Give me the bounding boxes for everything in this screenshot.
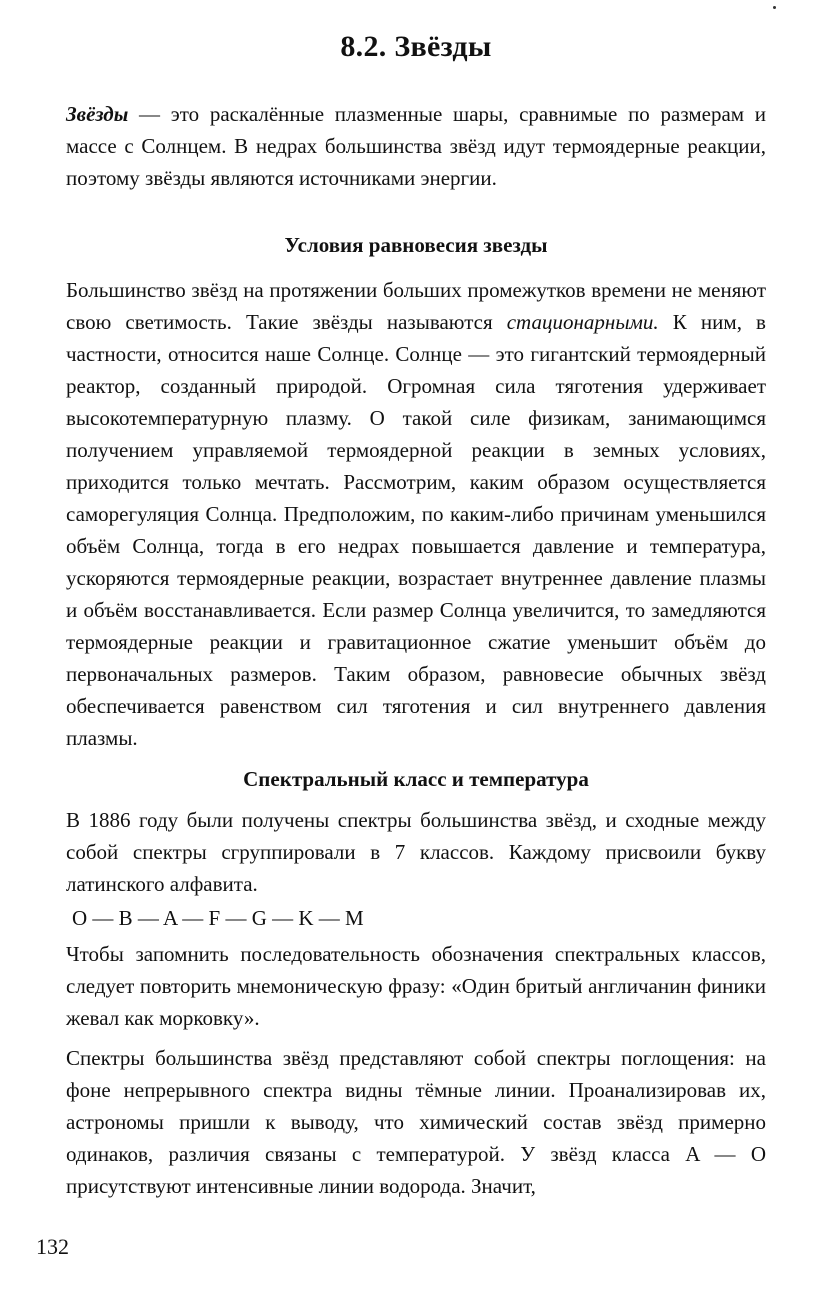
spectral-sequence: O — B — A — F — G — K — M (72, 906, 364, 930)
intro-text: — это раскалённые плазменные шары, сравнимые по размерам и массе с Солнцем. В недрах большинства звёзд идут термоядерные реакции, поэтому звёзды являются источниками энергии. (66, 102, 766, 190)
spectral-paragraph-1: В 1886 году были получены спектры большинства звёзд, и сходные между собой спектры сгруппировали в 7 классов. Каждому присвоили букву латинского алфавита. (66, 808, 766, 896)
scan-speck (773, 6, 776, 9)
page-number: 132 (36, 1234, 69, 1259)
equilibrium-paragraph (66, 274, 766, 754)
equilibrium-text-start: Большинство звёзд на протяжении больших промежутков времени не меняют свою светимость. Такие звёзды называются (66, 278, 766, 334)
spectral-paragraph-2: Чтобы запомнить последовательность обозначения спектральных классов, следует повторить мнемоническую фразу: «Один бритый англичанин финики жевал как морковку». (66, 942, 766, 1030)
page-title: 8.2. Звёзды (340, 30, 492, 63)
spectral-paragraph-3: Спектры большинства звёзд представляют собой спектры поглощения: на фоне непрерывного спектра видны тёмные линии. Проанализировав их, астрономы пришли к выводу, что химический состав звёзд примерно одинаков, различия связаны с температурой. У звёзд класса A — O присутствуют интенсивные линии водорода. Значит, (66, 1046, 766, 1198)
intro-term: Звёзды (66, 102, 129, 126)
section-heading-equilibrium: Условия равновесия звезды (284, 233, 548, 257)
equilibrium-term: стационарными. (506, 310, 659, 334)
section-heading-spectral: Спектральный класс и температура (243, 767, 589, 791)
intro-paragraph (66, 98, 766, 194)
equilibrium-text-end: К ним, в частности, относится наше Солнце. Солнце — это гигантский термоядерный реактор, созданный природой. Огромная сила тяготения удерживает высокотемпературную плазму. О такой силе физикам, занимающимся получением управляемой термоядерной реакции в земных условиях, приходится только мечтать. Рассмотрим, каким образом осуществляется саморегуляция Солнца. Предположим, по каким-либо причинам уменьшился объём Солнца, тогда в его недрах повышается давление и температура, ускоряются термоядерные реакции, возрастает внутреннее давление плазмы и объём восстанавливается. Если размер Солнца увеличится, то замедляются термоядерные реакции и гравитационное сжатие уменьшит объём до первоначальных размеров. Таким образом, равновесие обычных звёзд обеспечивается равенством сил тяготения и сил внутреннего давления плазмы. (66, 310, 766, 750)
